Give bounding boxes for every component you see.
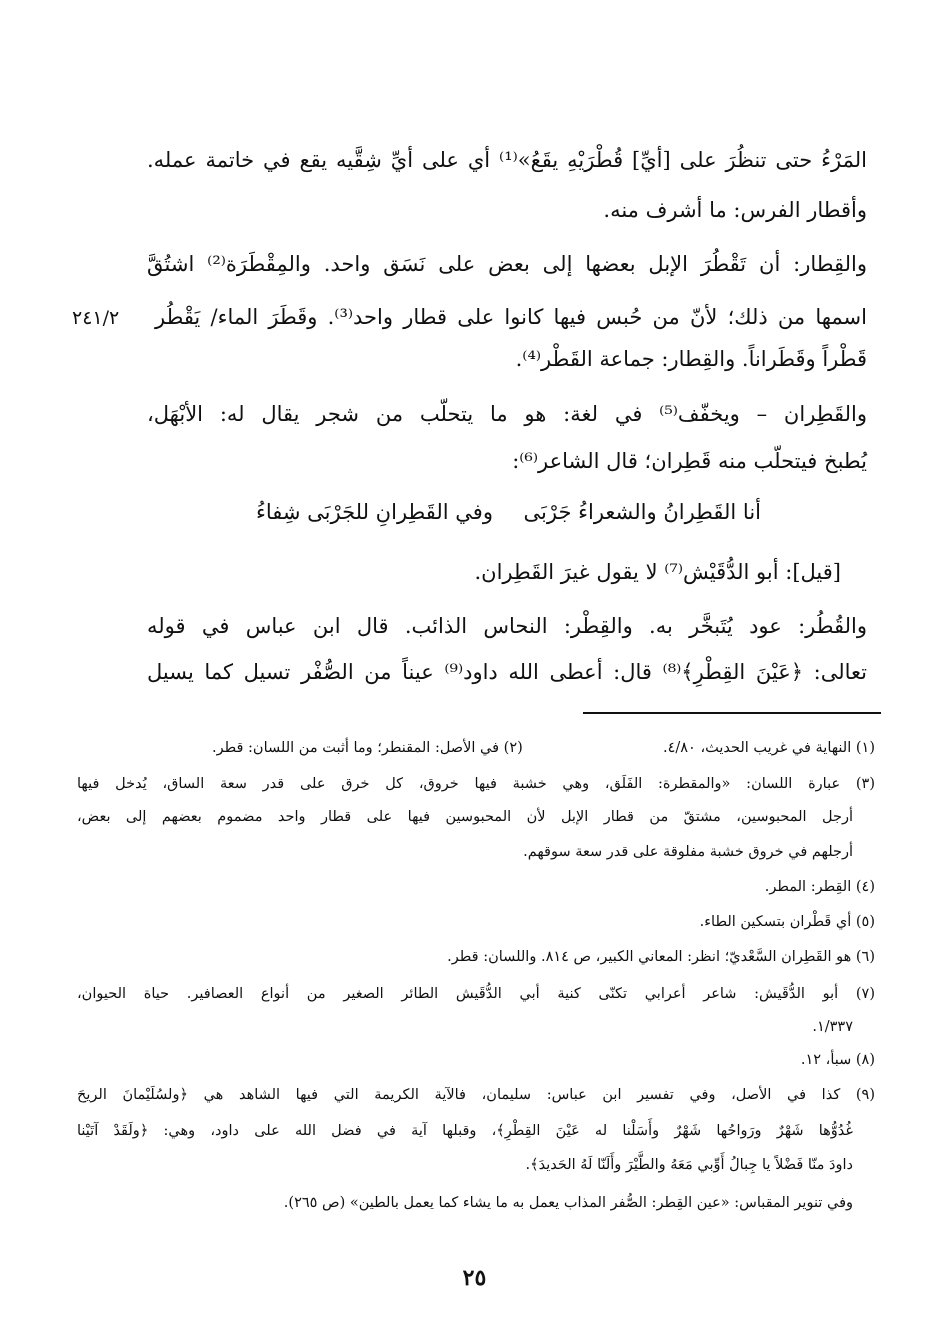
footnote-4: (٤) القِطر: المطر. <box>764 879 875 895</box>
footnote-8: (٨) سبأ، ١٢. <box>800 1052 875 1068</box>
footnote-6: (٦) هو القَطِران السَّعْديّ؛ انظر: المعاني الكبير، ص ٨١٤. واللسان: قطر. <box>447 949 875 965</box>
body-line-5: قَطْراً وقَطَراناً. والقِطار: جماعة القَطْر⁽⁴⁾. <box>515 347 867 371</box>
footnote-1: (١) النهاية في غريب الحديث، ٤/٨٠. <box>662 740 875 756</box>
footnote-separator <box>583 712 881 714</box>
footnote-3-line-3: أرجلهم في خروق خشبة مفلوقة على قدر سعة سوقهم. <box>523 844 853 860</box>
footnote-5: (٥) أي قَطْران بتسكين الطاء. <box>699 914 875 930</box>
body-line-9: والقُطُر: عود يُتَبخَّر به. والقِطْر: النحاس الذائب. قال ابن عباس في قوله <box>147 614 867 638</box>
footnote-3-line-1: (٣) عبارة اللسان: «والمقطرة: الفَلَق، وهي خشبة فيها خروق، كل خرق على قدر سعة الساق، يُدخل فيها <box>77 776 875 792</box>
body-line-6: والقَطِران – ويخفّف⁽⁵⁾ في لغة: هو ما يتحلّب من شجر يقال له: الأبْهَل، <box>147 402 868 426</box>
footnote-2: (٢) في الأصل: المقنطر؛ وما أثبت من اللسان: قطر. <box>212 740 523 756</box>
footnote-9-line-4: وفي تنوير المقباس: «عين القِطر: الصُّفر المذاب يعمل به ما يشاء كما يعمل بالطين» (ص ٢٦٥). <box>283 1195 853 1211</box>
page-number: ٢٥ <box>462 1265 487 1291</box>
footnote-9-line-2: غُدُوُّها شَهْرٌ ورَواحُها شَهْرٌ وأَسَلْنا له عَيْنَ القِطْرِ﴾، وقبلها آية في فضل الله على داود، وهي: ﴿ولَقَدْ آتَيْنا <box>77 1123 853 1139</box>
footnote-9-line-3: داودَ منّا فَضْلاً يا جِبالُ أَوِّبي مَعَهُ والطَّيْرَ وأَلَنّا لَهُ الحَديدَ﴾. <box>525 1157 853 1173</box>
margin-page-reference: ٢٤١/٢ <box>72 307 120 329</box>
footnote-7-line-1: (٧) أبو الدُّقَيش: شاعر أعرابي تكنّى كنية أبي الدُّقَيش الطائر الصغير من أنواع العصافير. حياة الحيوان، <box>77 986 875 1002</box>
verse-second-hemistich: وفي القَطِرانِ للجَرْبَى شِفاءُ <box>256 500 493 524</box>
body-line-8: [قيل]: أبو الدُّقَيْش⁽⁷⁾ لا يقول غيرَ القَطِران. <box>474 560 841 584</box>
body-line-2: وأقطار الفرس: ما أشرف منه. <box>603 198 867 222</box>
verse-first-hemistich: أنا القَطِرانُ والشعراءُ جَرْبَى <box>523 500 761 524</box>
footnote-9-line-1: (٩) كذا في الأصل، وفي تفسير ابن عباس: سليمان، فالآية الكريمة التي فيها الشاهد هي ﴿ولسُلَيْمانَ الريحَ <box>77 1087 875 1103</box>
body-line-7: يُطبخ فيتحلّب منه قَطِران؛ قال الشاعر⁽⁶⁾: <box>512 449 867 473</box>
footnote-3-line-2: أرجل المحبوسين، مشتقّ من قطار الإبل لأن المحبوسين فيها على قطار واحد مضموم بعضهم إلى بعض، <box>77 809 853 825</box>
body-line-1: المَرْءُ حتى تنظُرَ على [أيِّ] قُطْرَيْهِ يقَعُ»⁽¹⁾ أي على أيِّ شِقَّيه يقع في خاتمة عمله. <box>147 148 867 172</box>
footnote-7-line-2: ١/٣٣٧. <box>812 1019 853 1035</box>
body-line-10: تعالى: ﴿عَيْنَ القِطْرِ﴾⁽⁸⁾ قال: أعطى الله داود⁽⁹⁾ عيناً من الصُّفْر تسيل كما يسيل <box>147 660 867 684</box>
body-line-3: والقِطار: أن تَقْطُرَ الإبل بعضها إلى بعض على نَسَق واحد. والمِقْطَرَة⁽²⁾ اشتُقَّ <box>147 252 867 276</box>
body-line-4: اسمها من ذلك؛ لأنّ من حُبس فيها كانوا على قطار واحد⁽³⁾. وقَطَرَ الماء/ يَقْطُر <box>155 305 867 329</box>
